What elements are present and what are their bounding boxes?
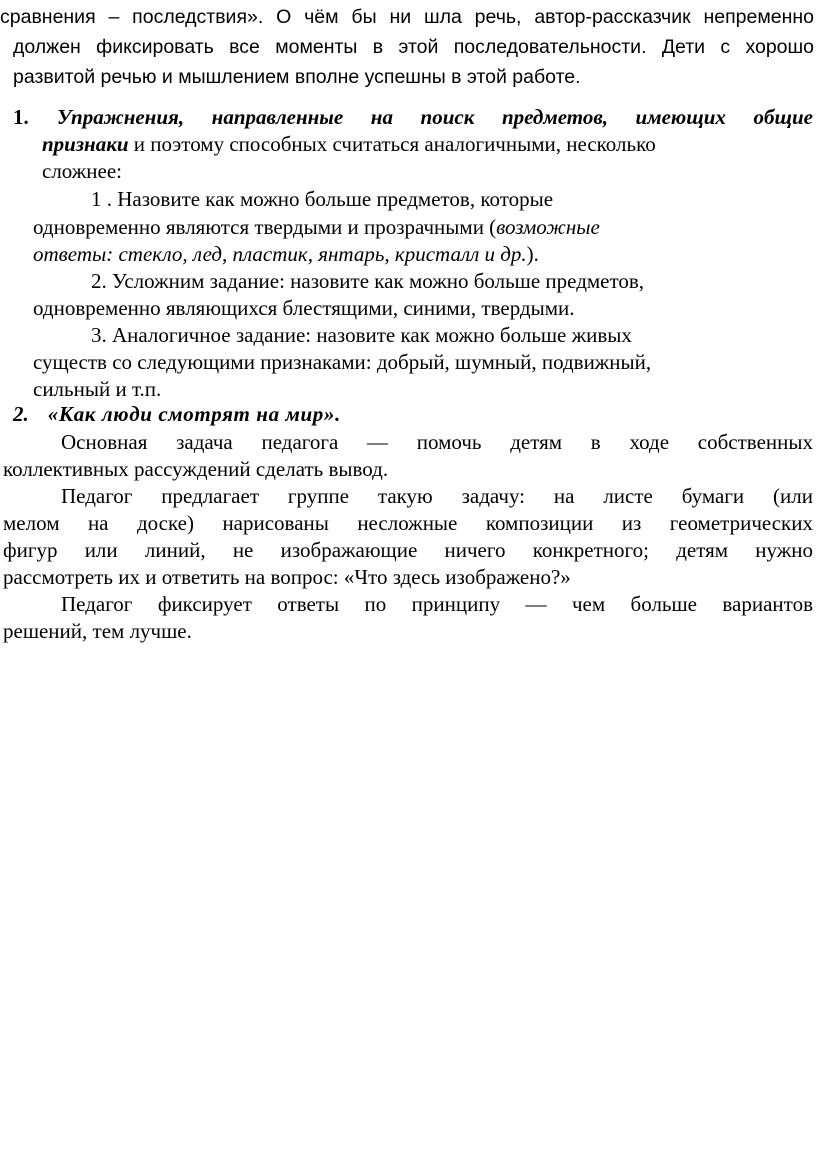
task-3-line-1: 3. Аналогичное задание: назовите как можно больше живых	[91, 323, 632, 347]
task-3-line-2: существ со следующими признаками: добрый, шумный, подвижный,	[33, 350, 652, 374]
task-1-line-3: ответы: стекло, лед, пластик, янтарь, кристалл и др.).	[33, 242, 539, 266]
task-3-line-3: сильный и т.п.	[33, 377, 162, 401]
task-2-line-1: 2. Усложним задание: назовите как можно больше предметов,	[91, 269, 645, 293]
paragraph-1-line-1: Основная задача педагога — помочь детям в ходе собственных	[61, 430, 813, 454]
intro-line-1: сравнения – последствия». О чём бы ни шла речь, автор-рассказчик непременно	[0, 6, 814, 28]
intro-paragraph	[0, 2, 814, 92]
item-2-heading	[13, 401, 341, 429]
intro-line-2: должен фиксировать все моменты в этой последовательности. Дети с хорошо	[13, 36, 814, 58]
paragraph-2-line-2: мелом на доске) нарисованы несложные композиции из геометрических	[3, 511, 813, 535]
paragraph-2-line-4: рассмотреть их и ответить на вопрос: «Что здесь изображено?»	[3, 565, 571, 589]
paragraph-3-line-1: Педагог фиксирует ответы по принципу — чем больше вариантов	[61, 592, 813, 616]
paragraph-2-line-3: фигур или линий, не изображающие ничего конкретного; детям нужно	[3, 538, 813, 562]
task-1-line-1: 1 . Назовите как можно больше предметов, которые	[91, 187, 554, 211]
intro-line-3: развитой речью и мышлением вполне успешны в этой работе.	[13, 66, 581, 88]
item-2-number: 2.	[13, 402, 29, 426]
item-1-number: 1.	[13, 105, 29, 129]
item-1-heading-end: сложнее:	[42, 159, 123, 183]
paragraph-3-line-2: решений, тем лучше.	[3, 619, 192, 643]
item-1-heading: Упражнения, направленные на поиск предметов, имеющих общие	[57, 105, 813, 129]
paragraph-2-line-1: Педагог предлагает группе такую задачу: на листе бумаги (или	[61, 484, 813, 508]
task-2-line-2: одновременно являющихся блестящими, синими, твердыми.	[33, 296, 575, 320]
task-1-line-2: одновременно являются твердыми и прозрачными (возможные	[33, 215, 600, 239]
paragraph-1-line-2: коллективных рассуждений сделать вывод.	[3, 457, 389, 481]
item-2-title: «Как люди смотрят на мир».	[47, 402, 341, 426]
item-1-heading-cont: признаки и поэтому способных считаться аналогичными, несколько	[42, 132, 656, 156]
